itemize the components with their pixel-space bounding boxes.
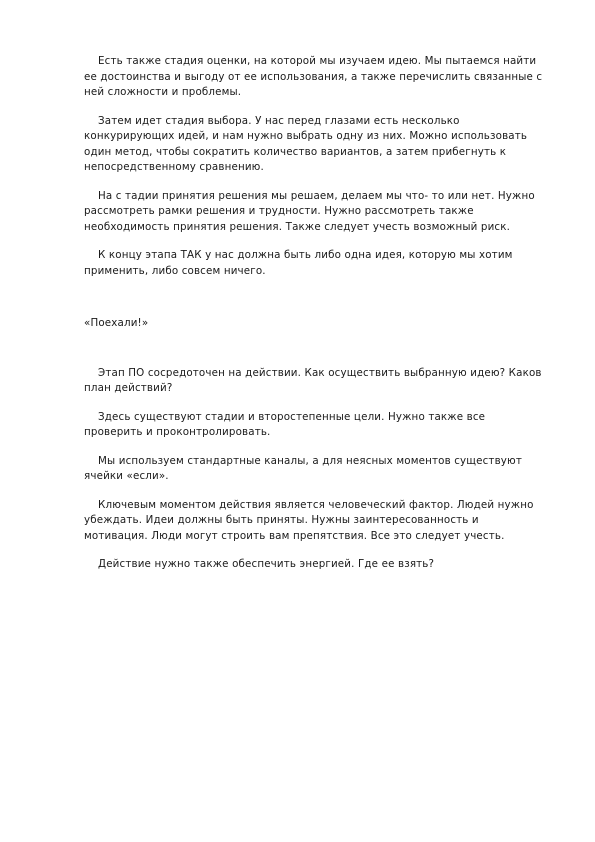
paragraph-po-stage: Этап ПО сосредоточен на действии. Как осуществить выбранную идею? Каков план действий? <box>84 366 542 394</box>
paragraph-channels: Мы используем стандартные каналы, а для неясных моментов существуют ячейки «если». <box>84 454 523 482</box>
paragraph-decision-stage: На с тадии принятия решения мы решаем, делаем мы что- то или нет. Нужно рассмотреть рамки решения и трудности. Нужно рассмотреть также необходимость принятия решения. Также следует учесть возможный риск. <box>84 189 535 233</box>
document-page <box>84 54 544 573</box>
paragraph-energy: Действие нужно также обеспечить энергией. Где ее взять? <box>98 558 435 570</box>
paragraph-evaluation-stage: Есть также стадия оценки, на которой мы изучаем идею. Мы пытаемся найти ее достоинства и выгоду от ее использования, а также перечислить связанные с ней сложности и проблемы. <box>84 55 543 98</box>
section-heading: «Поехали!» <box>84 317 149 329</box>
paragraph-substages: Здесь существуют стадии и второстепенные цели. Нужно также все проверить и проконтролировать. <box>84 410 486 438</box>
paragraph-human-factor: Ключевым моментом действия является человеческий фактор. Людей нужно убеждать. Идеи должны быть приняты. Нужны заинтересованность и мотивация. Люди могут строить вам препятствия. Все это следует учесть. <box>84 498 534 542</box>
paragraph-tak-stage-end: К концу этапа ТАК у нас должна быть либо одна идея, которую мы хотим применить, либо совсем ничего. <box>84 249 513 277</box>
paragraph-selection-stage: Затем идет стадия выбора. У нас перед глазами есть несколько конкурирующих идей, и нам нужно выбрать одну из них. Можно использовать один метод, чтобы сократить количество вариантов, а затем прибегнуть к непосредственному сравнению. <box>84 114 528 173</box>
